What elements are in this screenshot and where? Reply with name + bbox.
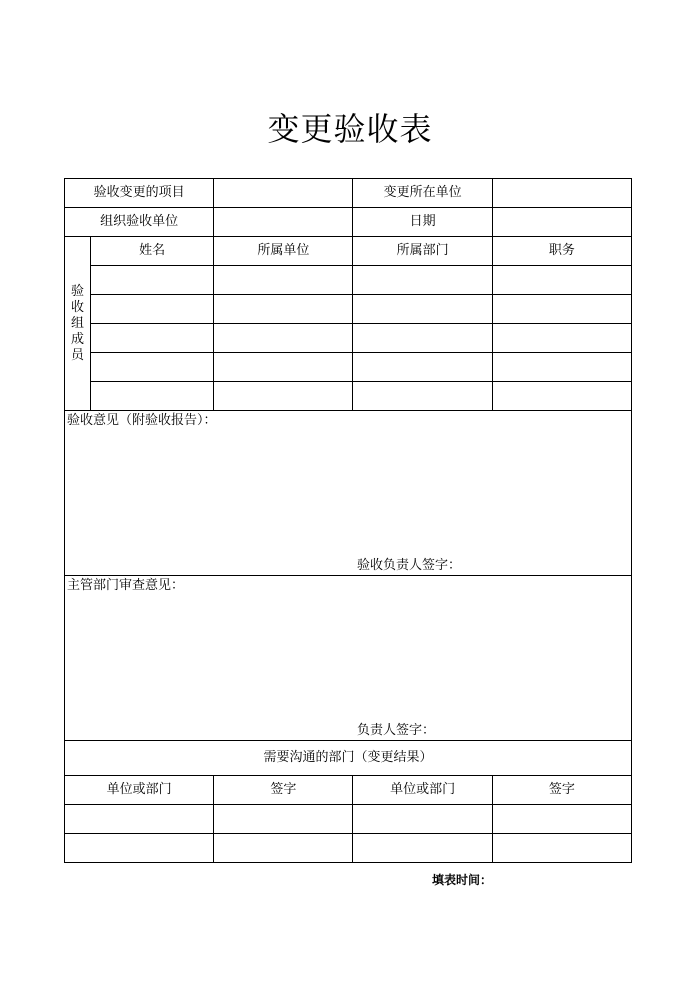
col-header-dept: 所属部门 [353,237,492,266]
project-row [65,179,632,208]
project-field[interactable] [214,179,353,208]
member-dept-cell[interactable] [353,266,492,295]
communication-title: 需要沟通的部门（变更结果） [65,741,632,776]
member-name-cell[interactable] [91,295,214,324]
members-label-char: 成 [71,331,85,347]
comm-col-dept-1: 单位或部门 [65,776,214,805]
dept-review-row [65,576,632,741]
date-label: 日期 [353,208,492,237]
member-position-cell[interactable] [492,382,631,411]
col-header-name: 姓名 [91,237,214,266]
members-label-char: 验 [71,283,85,299]
member-position-cell[interactable] [492,353,631,382]
member-unit-cell[interactable] [214,382,353,411]
col-header-unit: 所属单位 [214,237,353,266]
comm-sign-cell[interactable] [492,805,631,834]
acceptance-sign-label: 验收负责人签字： [357,558,462,573]
communication-row [65,834,632,863]
comm-col-sign-1: 签字 [214,776,353,805]
comm-sign-cell[interactable] [214,834,353,863]
members-header-row [65,237,632,266]
member-position-cell[interactable] [492,324,631,353]
dept-review-label: 主管部门审查意见： [67,578,185,593]
comm-dept-cell[interactable] [65,805,214,834]
members-label-char: 组 [71,315,85,331]
communication-row [65,805,632,834]
member-dept-cell[interactable] [353,295,492,324]
communication-header-row [65,776,632,805]
comm-sign-cell[interactable] [214,805,353,834]
member-row [65,324,632,353]
member-name-cell[interactable] [91,266,214,295]
member-name-cell[interactable] [91,353,214,382]
unit-label: 变更所在单位 [353,179,492,208]
dept-review-sign-label: 负责人签字： [357,723,436,738]
member-unit-cell[interactable] [214,295,353,324]
unit-field[interactable] [492,179,631,208]
form-title: 变更验收表 [267,110,433,148]
member-unit-cell[interactable] [214,353,353,382]
comm-dept-cell[interactable] [65,834,214,863]
comm-col-dept-2: 单位或部门 [353,776,492,805]
org-row [65,208,632,237]
member-dept-cell[interactable] [353,382,492,411]
members-label-char: 收 [71,299,85,315]
members-section-label [65,237,91,411]
member-position-cell[interactable] [492,266,631,295]
comm-dept-cell[interactable] [353,834,492,863]
project-label: 验收变更的项目 [65,179,214,208]
comm-col-sign-2: 签字 [492,776,631,805]
member-row [65,353,632,382]
member-row [65,266,632,295]
member-name-cell[interactable] [91,324,214,353]
col-header-position: 职务 [492,237,631,266]
org-field[interactable] [214,208,353,237]
acceptance-opinion-field[interactable] [65,411,632,576]
date-field[interactable] [492,208,631,237]
member-dept-cell[interactable] [353,353,492,382]
member-dept-cell[interactable] [353,324,492,353]
member-position-cell[interactable] [492,295,631,324]
comm-dept-cell[interactable] [353,805,492,834]
acceptance-opinion-label: 验收意见（附验收报告）： [67,413,217,428]
comm-sign-cell[interactable] [492,834,631,863]
member-unit-cell[interactable] [214,266,353,295]
member-row [65,295,632,324]
acceptance-opinion-row [65,411,632,576]
dept-review-field[interactable] [65,576,632,741]
fill-time-label: 填表时间： [432,873,493,887]
org-label: 组织验收单位 [65,208,214,237]
members-label-char: 员 [71,347,85,363]
member-unit-cell[interactable] [214,324,353,353]
member-row [65,382,632,411]
communication-title-row [65,741,632,776]
member-name-cell[interactable] [91,382,214,411]
change-acceptance-form [64,178,632,863]
